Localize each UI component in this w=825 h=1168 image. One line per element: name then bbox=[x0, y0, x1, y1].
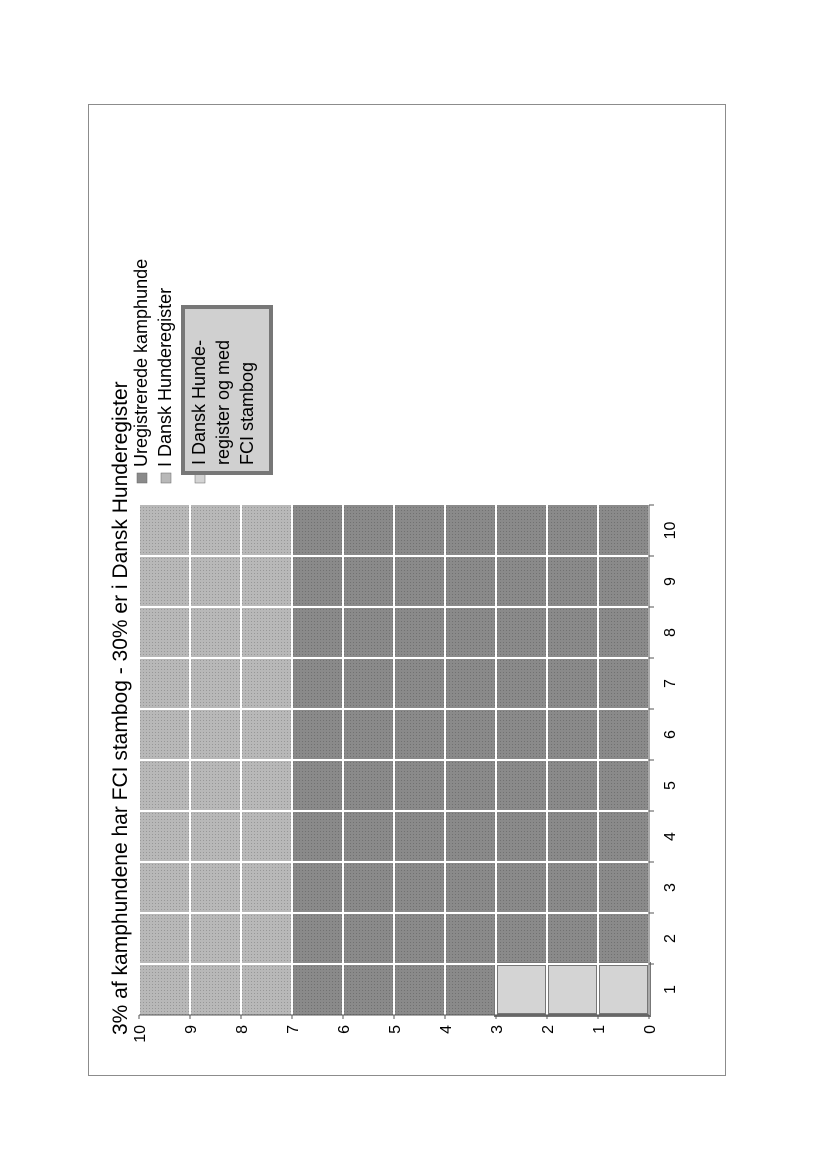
chart-title: 3% af kamphundene har FCI stambog - 30% er i Dansk Hunderegister bbox=[109, 381, 132, 1035]
x-tick-label-6: 6 bbox=[662, 730, 679, 739]
bar-texture-1-10 bbox=[292, 505, 649, 556]
bar-texture-1-7 bbox=[292, 658, 649, 709]
x-tick-label-7: 7 bbox=[662, 679, 679, 688]
x-tick-label-8: 8 bbox=[662, 628, 679, 637]
y-tick-label-10: 10 bbox=[132, 1025, 149, 1043]
plot-area bbox=[132, 505, 679, 1043]
bar-texture-2-2 bbox=[139, 913, 292, 964]
x-tick-label-5: 5 bbox=[662, 781, 679, 790]
y-tick-label-9: 9 bbox=[183, 1025, 200, 1034]
bar-texture-1-8 bbox=[292, 607, 649, 658]
y-tick-label-6: 6 bbox=[336, 1025, 353, 1034]
legend-swatch-1 bbox=[137, 473, 147, 483]
y-tick-label-3: 3 bbox=[489, 1025, 506, 1034]
chart-frame bbox=[88, 104, 726, 1076]
legend-label-2: I Dansk Hunderegister bbox=[155, 287, 175, 467]
bar-texture-2-9 bbox=[139, 556, 292, 607]
x-tick-label-10: 10 bbox=[662, 521, 679, 540]
bar-texture-2-7 bbox=[139, 658, 292, 709]
legend bbox=[131, 259, 271, 483]
bar-texture-2-5 bbox=[139, 760, 292, 811]
bar-texture-1-3 bbox=[292, 862, 649, 913]
bar-overlay-cell-3 bbox=[496, 964, 547, 1015]
y-tick-label-4: 4 bbox=[438, 1025, 455, 1034]
legend-swatch-2 bbox=[161, 473, 171, 483]
x-tick-label-3: 3 bbox=[662, 883, 679, 892]
y-tick-label-2: 2 bbox=[540, 1025, 557, 1034]
bar-texture-2-4 bbox=[139, 811, 292, 862]
x-tick-label-4: 4 bbox=[662, 832, 679, 841]
x-tick-label-9: 9 bbox=[662, 577, 679, 586]
legend-label-3-line-3: FCI stambog bbox=[237, 361, 257, 465]
bar-texture-1-6 bbox=[292, 709, 649, 760]
y-tick-label-0: 0 bbox=[642, 1025, 659, 1034]
legend-label-1: Uregistrerede kamphunde bbox=[131, 258, 151, 467]
chart-svg bbox=[89, 105, 725, 1075]
y-tick-label-5: 5 bbox=[387, 1025, 404, 1034]
bar-texture-1-2 bbox=[292, 913, 649, 964]
bar-texture-2-10 bbox=[139, 505, 292, 556]
x-tick-label-2: 2 bbox=[662, 934, 679, 943]
bar-texture-1-4 bbox=[292, 811, 649, 862]
bar-texture-2-6 bbox=[139, 709, 292, 760]
bar-texture-2-8 bbox=[139, 607, 292, 658]
bar-texture-1-5 bbox=[292, 760, 649, 811]
y-tick-label-1: 1 bbox=[591, 1025, 608, 1034]
bar-texture-2-3 bbox=[139, 862, 292, 913]
bar-overlay-cell-2 bbox=[547, 964, 598, 1015]
y-tick-label-8: 8 bbox=[234, 1025, 251, 1034]
y-tick-label-7: 7 bbox=[285, 1025, 302, 1034]
legend-label-3-line-2: register og med bbox=[213, 339, 233, 465]
legend-label-3-line-1: I Dansk Hunde- bbox=[189, 339, 209, 465]
bar-texture-2-1 bbox=[139, 964, 292, 1015]
bar-overlay-cell-1 bbox=[598, 964, 649, 1015]
bar-texture-1-9 bbox=[292, 556, 649, 607]
x-tick-label-1: 1 bbox=[662, 985, 679, 994]
